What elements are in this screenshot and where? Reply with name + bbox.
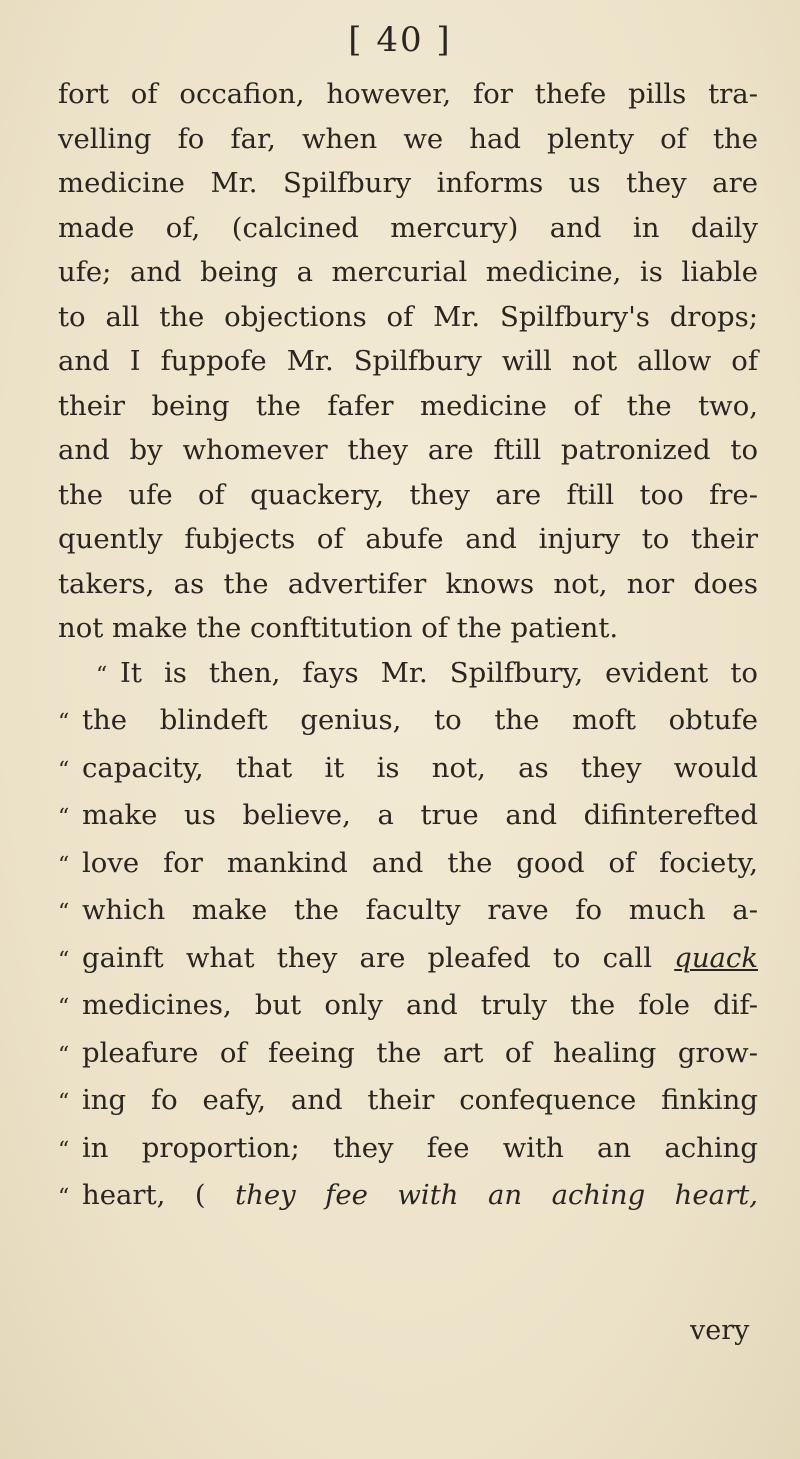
quote-text: in proportion; they fee with an aching xyxy=(82,1131,758,1164)
quote-line xyxy=(58,1126,758,1174)
text-line: made of, (calcined mercury) and in daily xyxy=(58,211,758,244)
text-line: quently fubjects of abufe and injury to their xyxy=(58,523,758,555)
quote-text: capacity, that it is not, as they would xyxy=(82,751,758,784)
quote-mark: “ xyxy=(58,805,70,830)
text-line: takers, as the advertifer knows not, nor does xyxy=(58,567,758,600)
text-line: the ufe of quackery, they are ftill too fre- xyxy=(58,478,758,511)
quote-mark: “ xyxy=(58,900,70,925)
quote-text: love for mankind and the good of fociety, xyxy=(82,846,758,879)
italic-text: they fee with an aching heart, xyxy=(235,1179,759,1211)
text-line: ufe; and being a mercurial medicine, is liable xyxy=(58,256,758,288)
quote-mark: “ xyxy=(58,757,70,783)
quote-mark: “ xyxy=(96,662,108,688)
text-line: not make the conftitution of the patient. xyxy=(58,612,619,644)
quote-text: It is then, fays Mr. Spilfbury, evident to xyxy=(120,656,758,689)
quote-line xyxy=(58,1031,758,1079)
quote-text: heart, ( xyxy=(82,1179,236,1211)
quote-line xyxy=(58,1173,758,1221)
text-line: and by whomever they are ftill patronized to xyxy=(58,434,758,466)
quote-text: which make the faculty rave fo much a- xyxy=(82,894,758,926)
quote-mark: “ xyxy=(58,995,70,1020)
quote-line xyxy=(58,746,758,794)
quote-text: gainft what they are pleafed to call xyxy=(82,941,675,974)
quote-text: make us believe, a true and difinterefted xyxy=(82,799,758,831)
text-line: to all the objections of Mr. Spilfbury's drops; xyxy=(58,300,758,333)
text-line: velling fo far, when we had plenty of the xyxy=(58,122,758,155)
quote-line xyxy=(58,1078,758,1126)
quote-text: the blindeft genius, to the moft obtufe xyxy=(82,704,758,736)
body-text xyxy=(58,72,758,1221)
quote-opening-line xyxy=(58,651,758,699)
quote-mark: “ xyxy=(58,1185,70,1210)
text-line: medicine Mr. Spilfbury informs us they are xyxy=(58,167,758,199)
quote-line xyxy=(58,888,758,936)
quote-mark: “ xyxy=(58,1090,70,1115)
text-line: fort of occafion, however, for thefe pills tra- xyxy=(58,78,758,110)
quote-text: ing fo eafy, and their confequence finking xyxy=(82,1084,758,1116)
quote-line xyxy=(58,793,758,841)
quack-word: quack xyxy=(674,941,758,974)
text-line: their being the fafer medicine of the two, xyxy=(58,389,758,422)
quote-line xyxy=(58,936,758,984)
page-number-header: [ 40 ] xyxy=(348,20,452,60)
quote-mark: “ xyxy=(58,1042,70,1068)
quote-line xyxy=(58,983,758,1031)
catchword: very xyxy=(690,1315,750,1346)
quote-line xyxy=(58,841,758,889)
quote-text: medicines, but only and truly the fole dif- xyxy=(82,989,758,1021)
text-line: and I fuppofe Mr. Spilfbury will not allow of xyxy=(58,345,758,377)
quote-mark: “ xyxy=(58,710,70,735)
quote-line xyxy=(58,698,758,746)
quote-mark: “ xyxy=(58,852,70,878)
quote-mark: “ xyxy=(58,1137,70,1163)
quote-text: pleafure of feeing the art of healing grow- xyxy=(82,1036,758,1069)
quote-mark: “ xyxy=(58,947,70,973)
